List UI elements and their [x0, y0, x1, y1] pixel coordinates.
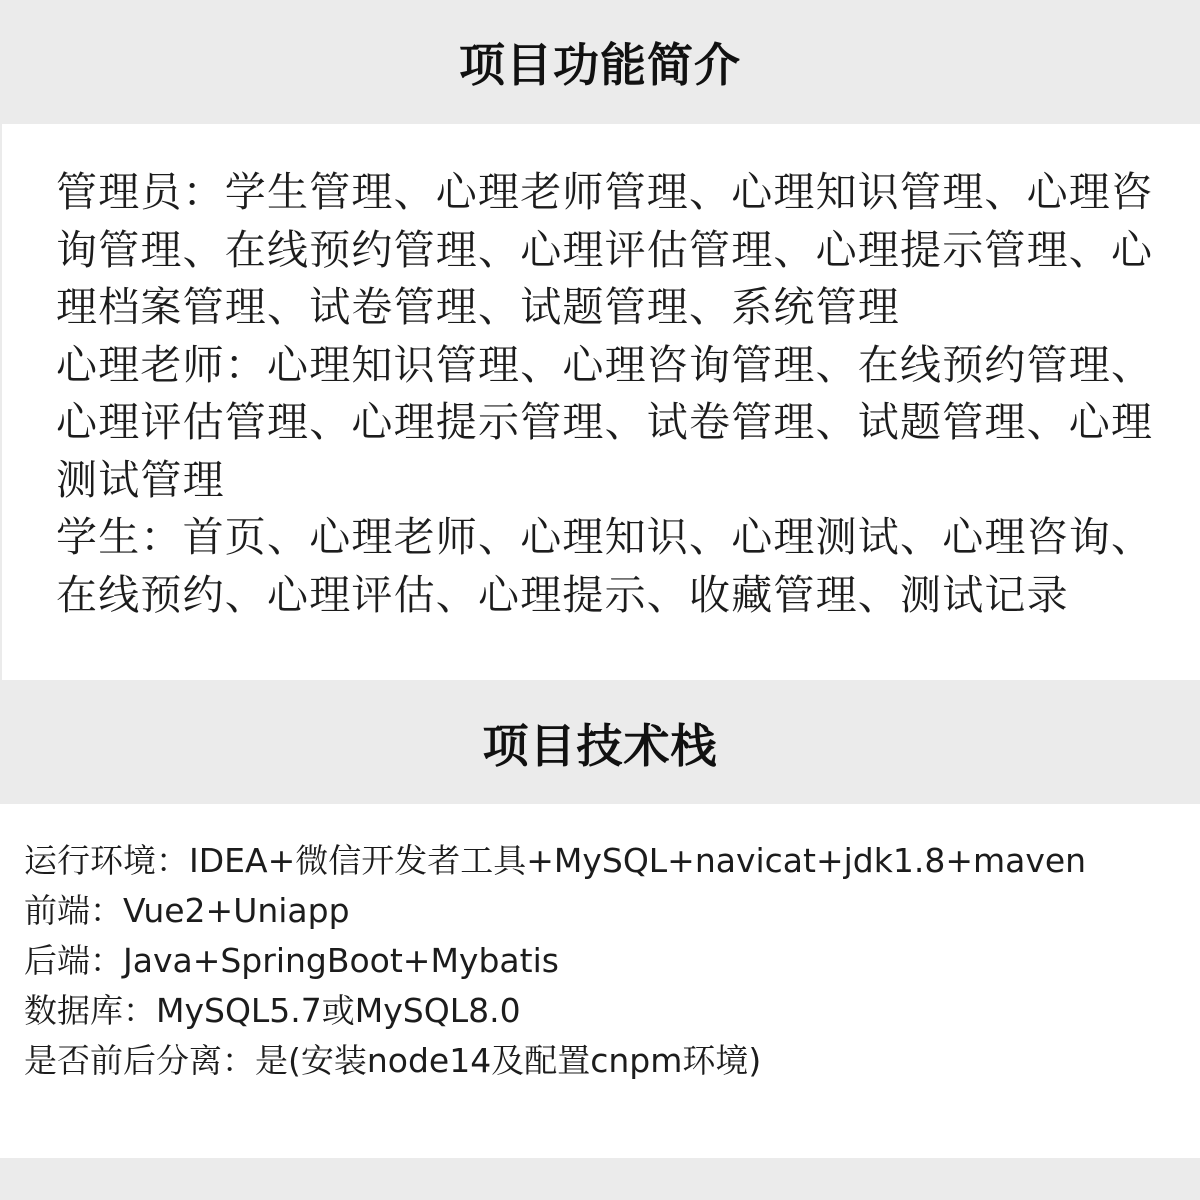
tech-stack-line-environment: 运行环境：IDEA+微信开发者工具+MySQL+navicat+jdk1.8+maven [24, 841, 1087, 880]
tech-stack-title: 项目技术栈 [482, 719, 718, 773]
tech-stack-header [0, 682, 1200, 804]
features-line-admin: 管理员：学生管理、心理老师管理、心理知识管理、心理咨询管理、在线预约管理、心理评估管理、心理提示管理、心理档案管理、试卷管理、试题管理、系统管理 [56, 168, 1154, 331]
tech-stack-panel [0, 804, 1200, 1158]
tech-stack-line-separation: 是否前后分离：是(安装node14及配置cnpm环境) [24, 1041, 762, 1080]
features-header [0, 0, 1200, 124]
features-panel [2, 124, 1200, 680]
features-line-teacher: 心理老师：心理知识管理、心理咨询管理、在线预约管理、心理评估管理、心理提示管理、试卷管理、试题管理、心理测试管理 [56, 340, 1154, 504]
tech-stack-line-backend: 后端：Java+SpringBoot+Mybatis [24, 941, 559, 980]
footer-band [0, 1158, 1200, 1200]
features-line-student: 学生：首页、心理老师、心理知识、心理测试、心理咨询、在线预约、心理评估、心理提示、收藏管理、测试记录 [56, 513, 1154, 619]
tech-stack-line-frontend: 前端：Vue2+Uniapp [24, 891, 350, 930]
features-title: 项目功能简介 [459, 38, 741, 92]
tech-stack-line-database: 数据库：MySQL5.7或MySQL8.0 [24, 991, 521, 1030]
